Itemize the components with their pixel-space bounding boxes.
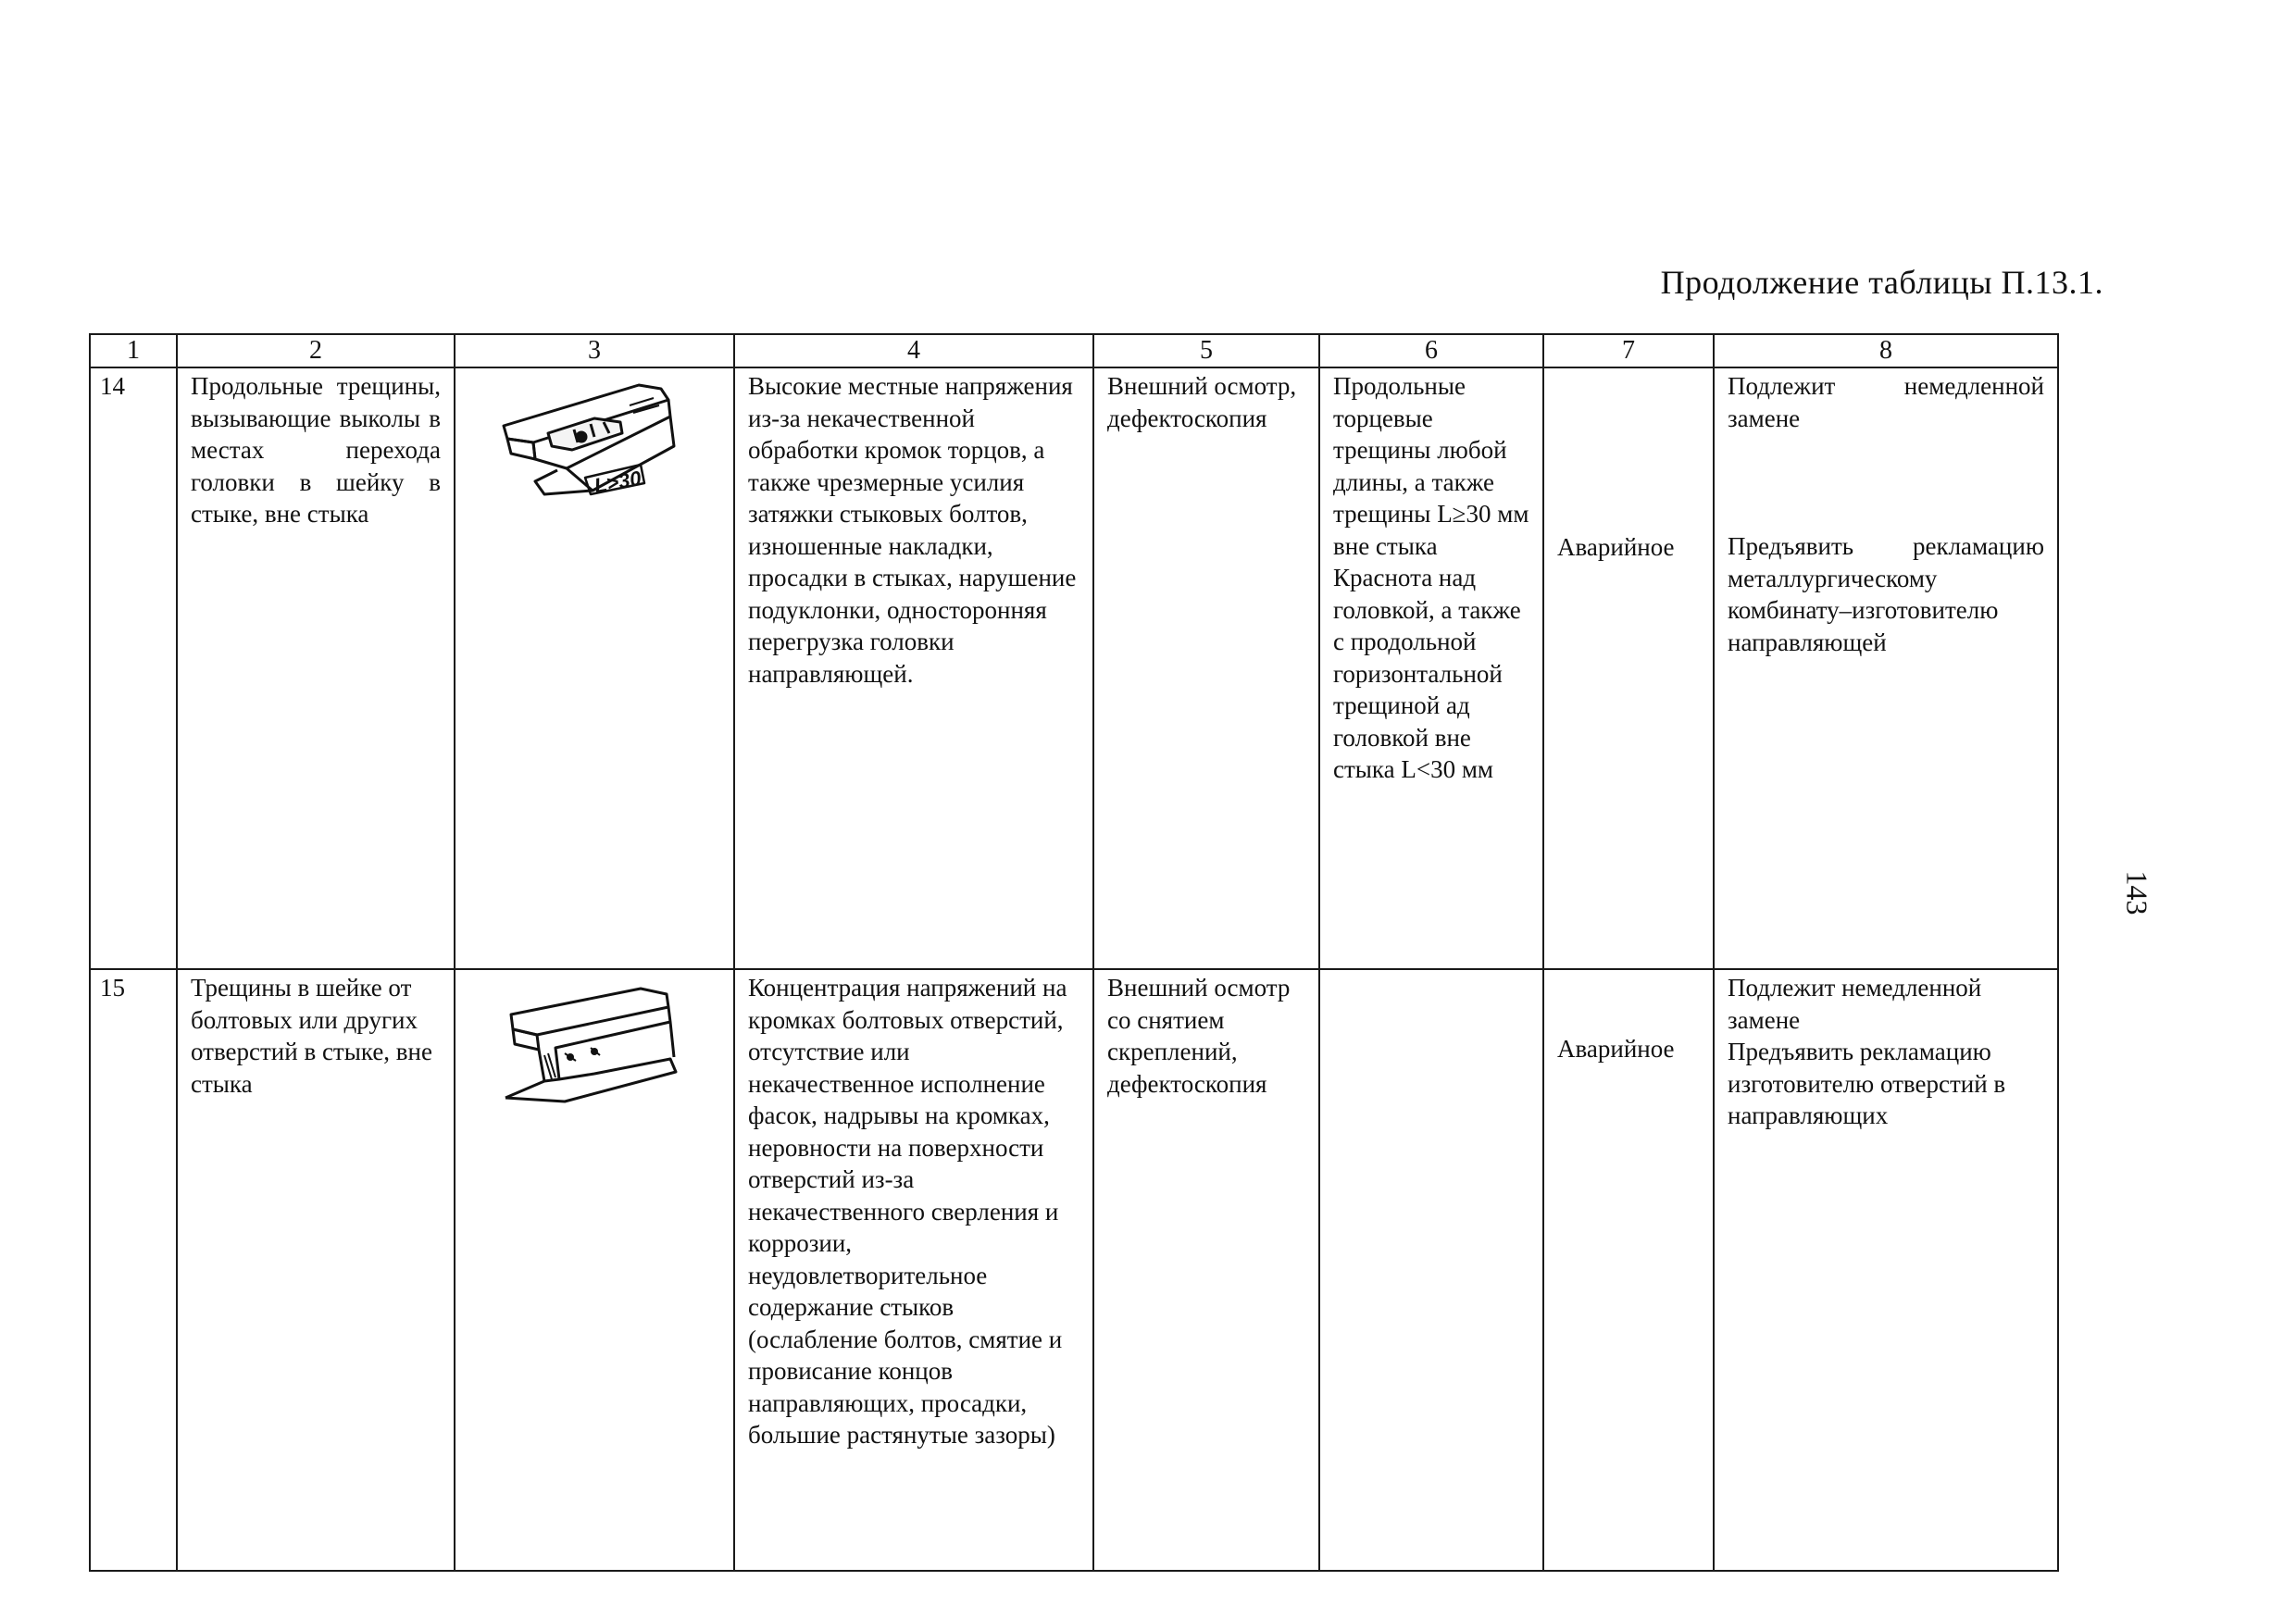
table-row	[90, 367, 2058, 969]
page-number: 143	[2120, 870, 2154, 915]
col-header-7: 7	[1543, 334, 1714, 367]
defect-size	[1319, 969, 1543, 1571]
drawing-label: L>30	[593, 466, 643, 498]
defect-name: Трещины в шейке от болтовых или других отверстий в стыке, вне стыка	[177, 969, 455, 1571]
measure-gap	[1728, 434, 2044, 530]
col-header-5: 5	[1093, 334, 1319, 367]
defect-drawing-cell	[455, 367, 734, 969]
col-header-8: 8	[1714, 334, 2058, 367]
defect-category: Аварийное	[1543, 969, 1714, 1571]
table-row	[90, 969, 2058, 1571]
rail-hole-crack-drawing	[455, 970, 733, 1109]
col-header-3: 3	[455, 334, 734, 367]
measures-cell	[1714, 367, 2058, 969]
detection-method: Внешний осмотр со снятием скреплений, дефектоскопия	[1093, 969, 1319, 1571]
defect-cause: Высокие местные напряжения из-за некачественной обработки кромок торцов, а также чрезмерные усилия затяжки стыковых болтов, изношенные накладки, просадки в стыках, нарушение подуклонки, односторонняя перегрузка головки направляющей.	[734, 367, 1093, 969]
rail-crack-drawing	[455, 368, 733, 507]
measure-replace: Подлежит немедленной замене	[1728, 372, 2044, 432]
defect-drawing-cell	[455, 969, 734, 1571]
measure-claim: Предъявить рекламацию изготовителю отверстий в направляющих	[1728, 1038, 2006, 1129]
measures-cell	[1714, 969, 2058, 1571]
col-header-6: 6	[1319, 334, 1543, 367]
defect-name: Продольные трещины, вызывающие выколы в местах перехода головки в шейку в стыке, вне стыка	[177, 367, 455, 969]
col-header-2: 2	[177, 334, 455, 367]
measure-claim: Предъявить рекламацию металлургическому комбинату–изготовителю направляющей	[1728, 532, 2044, 656]
header-row	[90, 334, 2058, 367]
defect-cause: Концентрация напряжений на кромках болтовых отверстий, отсутствие или некачественное исполнение фасок, надрывы на кромках, неровности на поверхности отверстий из-за некачественного сверления и коррозии, неудовлетворительное содержание стыков (ослабление болтов, смятие и провисание концов направляющих, просадки, большие растянутые зазоры)	[734, 969, 1093, 1571]
defect-category: Аварийное	[1543, 367, 1714, 969]
measure-replace: Подлежит немедленной замене	[1728, 974, 1982, 1034]
row-number: 15	[90, 969, 177, 1571]
col-header-1: 1	[90, 334, 177, 367]
col-header-4: 4	[734, 334, 1093, 367]
detection-method: Внешний осмотр, дефектоскопия	[1093, 367, 1319, 969]
defects-table	[89, 333, 2059, 1572]
defect-size: Продольные торцевые трещины любой длины, а также трещины L≥30 мм вне стыка Краснота над головкой, а также с продольной горизонтальной трещиной ад головкой вне стыка L<30 мм	[1319, 367, 1543, 969]
row-number: 14	[90, 367, 177, 969]
table-caption: Продолжение таблицы П.13.1.	[1660, 264, 2103, 301]
